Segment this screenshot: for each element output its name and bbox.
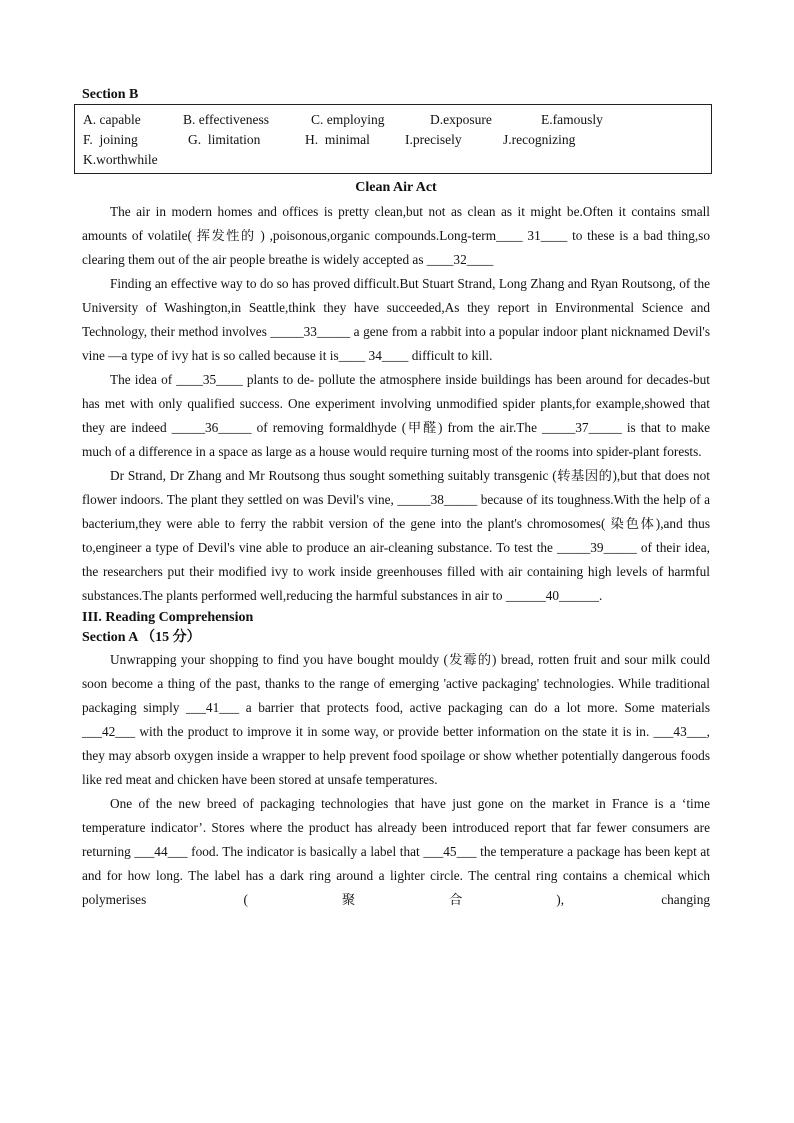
section-b-label: Section B [82,87,139,102]
passage-title: Clean Air Act [355,180,437,195]
passage-paragraph-4: Dr Strand, Dr Zhang and Mr Routsong thus sought something suitably transgenic (转基因的),but that does not flower indoors. The plant they settled on was Devil's vine, _____38_____ because of its toughness.With the help of a bacterium,they were able to ferry the rabbit version of the gene into the plant's chromosomes( 染色体),and thus to,engineer a type of Devil's vine able to produce an air-cleaning substance. To test the _____39_____ of their idea, the researchers put their modified ivy to work inside greenhouses filled with air containing high levels of harmful substances.The plants performed well,reducing the harmful substances in air to ______40______. [82,468,710,603]
word-option-k: K.worthwhile [83,152,158,167]
passage-paragraph-3: The idea of ____35____ plants to de- pollute the atmosphere inside buildings has been around for decades-but has met with only qualified success. One experiment involving unmodified spider plants,for example,showed that they are indeed _____36_____ of removing formaldhyde (甲醛) from the air.The _____37_____ is that to make much of a difference in a space as large as a house would require turning most of the rooms into spider-plant forests. [82,372,710,459]
word-option-g: G. limitation [188,132,261,147]
word-option-h: H. minimal [305,132,370,147]
passage-body [82,200,710,912]
word-bank-row-2 [83,130,711,150]
word-option-f: F. joining [83,132,138,147]
reading-paragraph-1: Unwrapping your shopping to find you have bought mouldy (发霉的) bread, rotten fruit and sour milk could soon become a thing of the past, thanks to the range of emerging 'active packaging' technologies. While traditional packaging simply ___41___ a barrier that protects food, active packaging can do a lot more. Some materials ___42___ with the product to improve it in some way, or provide better information on the state it is in. ___43___, they may absorb oxygen inside a wrapper to help prevent food spoilage or show whether potentially dangerous foods like red meat and chicken have been stored at unsafe temperatures. [82,652,710,787]
word-option-i: I.precisely [405,132,462,147]
exam-page [82,86,710,907]
word-bank-box [74,104,712,174]
section-a-label: Section A （15 分） [82,630,201,645]
word-option-j: J.recognizing [503,132,576,147]
word-option-e: E.famously [541,112,603,127]
word-option-b: B. effectiveness [183,112,269,127]
word-bank-row-1 [83,110,711,130]
reading-paragraph-2: One of the new breed of packaging technologies that have just gone on the market in France is a ‘time temperature indicator’. Stores where the product has already been introduced report that far fewer consumers are returning ___44___ food. The indicator is basically a label that ___45___ the temperature a package has been kept at and for how long. The label has a dark ring around a lighter circle. The central ring contains a chemical which polymerises (聚合), changing [82,796,710,907]
passage-paragraph-2: Finding an effective way to do so has proved difficult.But Stuart Strand, Long Zhang and Ryan Routsong, of the University of Washington,in Seattle,think they have succeeded,As they report in Environmental Science and Technology, their method involves _____33_____ a gene from a rabbit into a popular indoor plant nicknamed Devil's vine —a type of ivy hat is so called because it is____ 34____ difficult to kill. [82,276,710,363]
word-bank-row-3 [83,150,711,170]
word-option-a: A. capable [83,112,141,127]
word-option-d: D.exposure [430,112,492,127]
passage-paragraph-1: The air in modern homes and offices is pretty clean,but not as clean as it might be.Often it contains small amounts of volatile( 挥发性的 ) ,poisonous,organic compounds.Long-term____ 31____ to these is a bad thing,so clearing them out of the air people breathe is widely accepted as ____32____ [82,204,710,267]
part-3-heading: III. Reading Comprehension [82,610,254,625]
word-option-c: C. employing [311,112,385,127]
